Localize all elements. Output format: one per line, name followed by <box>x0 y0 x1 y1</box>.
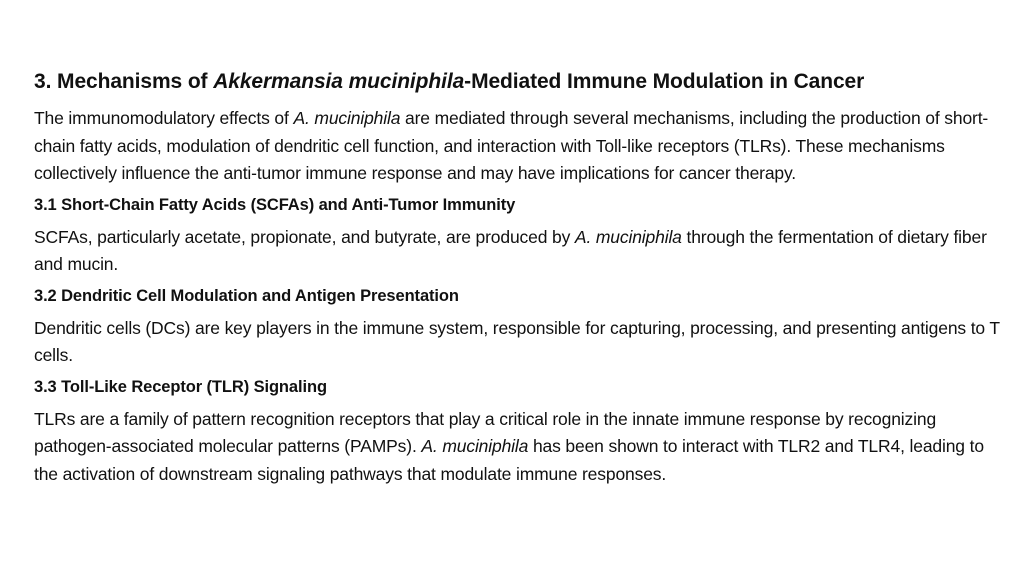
scfa-text-start: SCFAs, particularly acetate, propionate, and butyrate, are produced by <box>34 226 575 247</box>
intro-text-end: are mediated through several mechanisms, including the production of short-chain fatty acids, modulation of dendritic cell function, and interaction with Toll-like receptors (TLRs). These mechanisms collectively influence the anti-tumor immune response and may have implications for cancer therapy. <box>34 108 989 183</box>
tlr-text-start: TLRs are a family of pattern recognition receptors that play a critical role in the innate immune response by recognizing pathogen-associated molecular patterns (PAMPs). <box>34 408 937 456</box>
title-prefix: 3. Mechanisms of <box>34 70 214 93</box>
section-heading-scfa: 3.1 Short-Chain Fatty Acids (SCFAs) and Anti-Tumor Immunity <box>34 195 516 214</box>
tlr-species-name: A. muciniphila <box>421 436 529 456</box>
page-title <box>34 68 1009 96</box>
intro-paragraph <box>34 105 1009 188</box>
title-species-name: Akkermansia muciniphila <box>213 70 465 93</box>
intro-text-start: The immunomodulatory effects of <box>34 108 294 128</box>
section-paragraph-tlr <box>34 406 1009 489</box>
intro-species-name: A. muciniphila <box>293 108 401 128</box>
section-heading-dendritic: 3.2 Dendritic Cell Modulation and Antigen Presentation <box>34 286 459 305</box>
section-heading-tlr: 3.3 Toll-Like Receptor (TLR) Signaling <box>34 377 327 396</box>
scfa-species-name: A. muciniphila <box>574 226 682 247</box>
section-paragraph-scfa <box>34 224 1009 279</box>
scfa-text-end: through the fermentation of dietary fiber and mucin. <box>34 226 987 274</box>
title-suffix: -Mediated Immune Modulation in Cancer <box>464 70 865 93</box>
tlr-text-end: has been shown to interact with TLR2 and TLR4, leading to the activation of downstream signaling pathways that modulate immune responses. <box>34 436 984 484</box>
document-page <box>34 68 1009 493</box>
section-paragraph-dendritic: Dendritic cells (DCs) are key players in the immune system, responsible for capturing, processing, and presenting antigens to T cells. <box>34 317 1000 365</box>
